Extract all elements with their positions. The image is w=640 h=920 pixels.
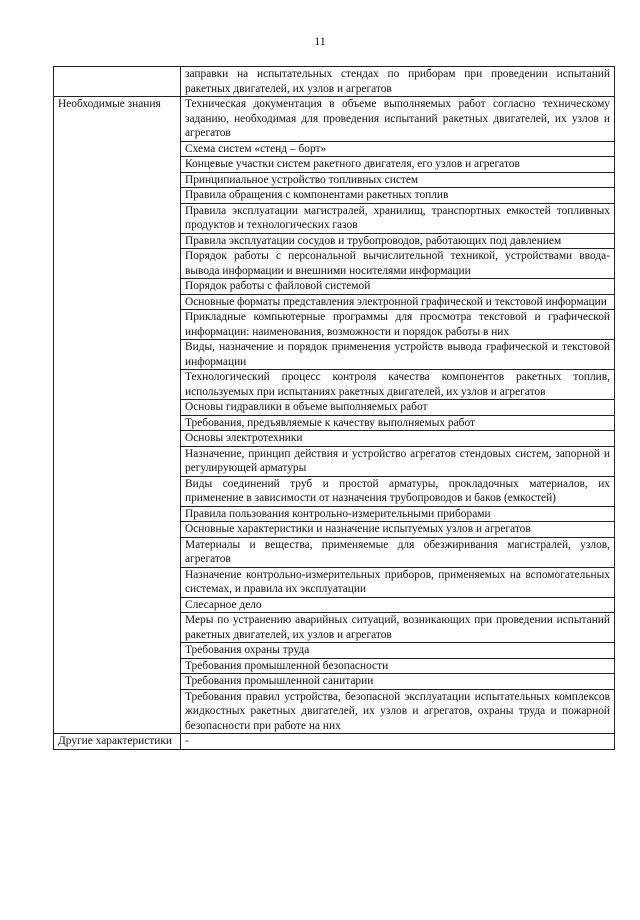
requirement-item: Требования охраны труда [181, 643, 614, 659]
requirement-item: Назначение контрольно-измерительных приборов, применяемых на вспомогательных системах, и правила их эксплуатации [181, 568, 614, 598]
requirement-item: Правила обращения с компонентами ракетных топлив [181, 188, 614, 204]
requirement-item: Слесарное дело [181, 598, 614, 614]
requirement-item: Требования правил устройства, безопасной эксплуатации испытательных комплексов жидкостных ракетных двигателей, их узлов и агрегатов, охраны труда и пожарной безопасности при работе на них [185, 690, 610, 732]
row-label: Другие характеристики [58, 735, 173, 747]
requirement-item: Техническая документация в объеме выполняемых работ согласно техническому заданию, необходимая для проведения испытаний ракетных двигателей, их узлов и агрегатов [181, 97, 614, 142]
row-label: Необходимые знания [58, 98, 161, 110]
table-row [54, 734, 615, 750]
requirement-item: Виды, назначение и порядок применения устройств вывода графической и текстовой информации [181, 340, 614, 370]
requirement-item: Концевые участки систем ракетного двигателя, его узлов и агрегатов [181, 157, 614, 173]
row-label-cell [54, 97, 181, 734]
requirement-item: Назначение, принцип действия и устройство агрегатов стендовых систем, запорной и регулирующей арматуры [181, 447, 614, 477]
row-content-cell [181, 97, 615, 734]
requirement-item: Порядок работы с персональной вычислительной техникой, устройствами ввода-вывода информации и внешними носителями информации [181, 249, 614, 279]
requirement-item: Правила эксплуатации сосудов и трубопроводов, работающих под давлением [181, 234, 614, 250]
requirement-item: Схема систем «стенд – борт» [181, 142, 614, 158]
requirement-item: Основы электротехники [181, 431, 614, 447]
page-number: 11 [314, 34, 326, 48]
row-label-cell [54, 67, 181, 97]
requirement-item: Основные форматы представления электронной графической и текстовой информации [181, 295, 614, 311]
requirement-item: - [185, 735, 189, 747]
requirement-item: Порядок работы с файловой системой [181, 279, 614, 295]
requirement-item: Требования, предъявляемые к качеству выполняемых работ [181, 416, 614, 432]
requirement-item: Виды соединений труб и простой арматуры, прокладочных материалов, их применение в зависимости от назначения трубопроводов и баков (емкостей) [181, 477, 614, 507]
table-row [54, 97, 615, 734]
requirement-item: Правила пользования контрольно-измерительными приборами [181, 507, 614, 523]
requirement-item: Основные характеристики и назначение испытуемых узлов и агрегатов [181, 522, 614, 538]
requirement-item: Принципиальное устройство топливных систем [181, 173, 614, 189]
requirements-table [53, 66, 615, 750]
requirement-item: Требования промышленной санитарии [181, 674, 614, 690]
row-label-cell [54, 734, 181, 750]
requirement-item: Меры по устранению аварийных ситуаций, возникающих при проведении испытаний ракетных двигателей, их узлов и агрегатов [181, 613, 614, 643]
requirement-item: заправки на испытательных стендах по приборам при проведении испытаний ракетных двигателей, их узлов и агрегатов [185, 68, 610, 95]
table-row [54, 67, 615, 97]
requirement-item: Требования промышленной безопасности [181, 659, 614, 675]
row-content-cell [181, 734, 615, 750]
row-content-cell [181, 67, 615, 97]
requirement-item: Основы гидравлики в объеме выполняемых работ [181, 400, 614, 416]
requirement-item: Технологический процесс контроля качества компонентов ракетных топлив, используемых при испытаниях ракетных двигателей, их узлов и агрегатов [181, 370, 614, 400]
requirement-item: Материалы и вещества, применяемые для обезжиривания магистралей, узлов, агрегатов [181, 538, 614, 568]
requirement-item: Правила эксплуатации магистралей, хранилищ, транспортных емкостей топливных продуктов и технологических газов [181, 204, 614, 234]
requirement-item: Прикладные компьютерные программы для просмотра текстовой и графической информации: наименования, возможности и порядок работы в них [181, 310, 614, 340]
